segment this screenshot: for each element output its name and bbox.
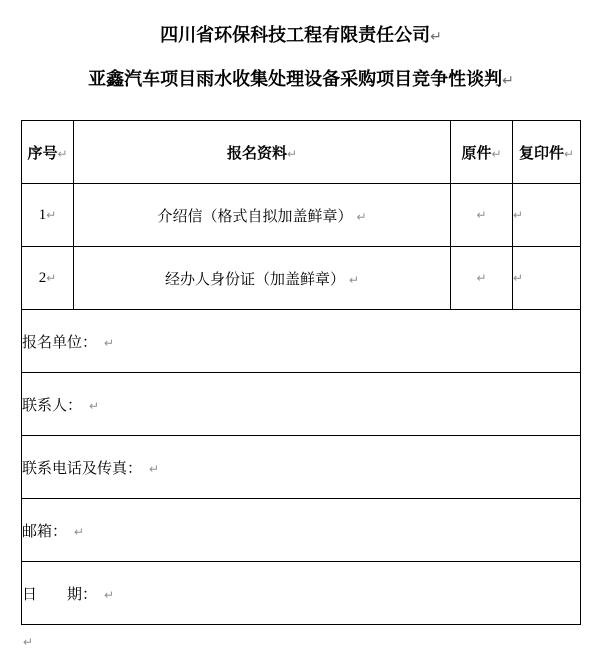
header-material-label: 报名资料 [226, 145, 287, 162]
paragraph-mark-icon: ↵ [476, 270, 487, 285]
row2-original-cell [451, 247, 513, 310]
email-field [22, 499, 581, 562]
field-row [22, 436, 581, 499]
paragraph-mark-icon: ↵ [57, 146, 68, 161]
header-copy-label: 复印件 [518, 145, 564, 162]
date-label: 日 期： [22, 586, 98, 603]
table-row [22, 184, 581, 247]
registration-unit-label: 报名单位： [22, 334, 98, 351]
row-number: 2 [38, 269, 47, 286]
registration-unit-field [22, 310, 581, 373]
paragraph-mark-icon: ↵ [502, 72, 514, 88]
paragraph-mark-icon: ↵ [356, 209, 367, 224]
phone-fax-label: 联系电话及传真： [22, 460, 143, 477]
field-row [22, 499, 581, 562]
email-label: 邮箱： [22, 523, 68, 540]
contact-person-label: 联系人： [22, 397, 83, 414]
paragraph-mark-icon: ↵ [74, 524, 85, 539]
row1-material-cell [74, 184, 451, 247]
company-title-text: 四川省环保科技工程有限责任公司 [160, 25, 431, 45]
row2-no-cell [22, 247, 74, 310]
paragraph-mark-icon: ↵ [46, 270, 57, 285]
field-row [22, 562, 581, 625]
company-title [0, 25, 602, 46]
table-row [22, 247, 581, 310]
paragraph-mark-icon: ↵ [23, 635, 34, 649]
header-no [22, 121, 74, 184]
paragraph-mark-icon: ↵ [513, 270, 524, 285]
paragraph-mark-icon: ↵ [513, 207, 524, 222]
paragraph-mark-icon: ↵ [491, 146, 502, 161]
field-row [22, 373, 581, 436]
phone-fax-field [22, 436, 581, 499]
paragraph-mark-icon: ↵ [563, 146, 575, 161]
contact-person-field [22, 373, 581, 436]
project-title-text: 亚鑫汽车项目雨水收集处理设备采购项目竞争性谈判 [88, 69, 503, 89]
header-copy [513, 121, 581, 184]
header-material [74, 121, 451, 184]
paragraph-mark-icon: ↵ [89, 398, 100, 413]
header-original-label: 原件 [461, 145, 492, 162]
paragraph-mark-icon: ↵ [104, 587, 115, 602]
paragraph-mark-icon: ↵ [149, 461, 160, 476]
paragraph-mark-icon: ↵ [430, 28, 442, 44]
paragraph-mark-icon: ↵ [46, 207, 57, 222]
row2-copy-cell [513, 247, 581, 310]
paragraph-mark-icon: ↵ [286, 146, 298, 161]
row1-original-cell [451, 184, 513, 247]
row1-copy-cell [513, 184, 581, 247]
date-field [22, 562, 581, 625]
header-row [22, 121, 581, 184]
row1-no-cell [22, 184, 74, 247]
header-original [451, 121, 513, 184]
paragraph-mark-icon: ↵ [476, 207, 487, 222]
paragraph-mark-icon: ↵ [348, 272, 360, 287]
header-no-label: 序号 [27, 145, 58, 162]
material-label: 经办人身份证（加盖鲜章） [164, 271, 345, 288]
trailing-paragraph-mark [23, 633, 33, 651]
registration-table [21, 120, 581, 625]
row2-material-cell [74, 247, 451, 310]
project-title [0, 69, 602, 90]
material-label: 介绍信（格式自拟加盖鲜章） [157, 208, 353, 225]
field-row [22, 310, 581, 373]
row-number: 1 [38, 206, 47, 223]
paragraph-mark-icon: ↵ [104, 335, 115, 350]
